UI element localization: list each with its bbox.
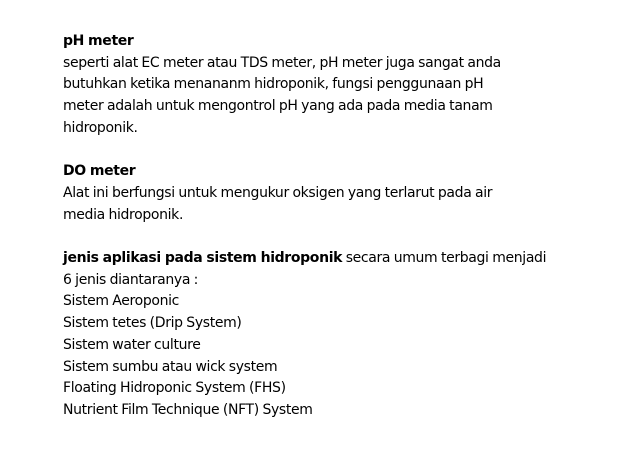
ph-meter-section [63,31,623,140]
do-meter-text-line: media hidroponik. [63,206,184,223]
slide-content [63,31,623,422]
jenis-aplikasi-intro-rest: secara umum terbagi menjadi [342,250,547,266]
list-item: Nutrient Film Technique (NFT) System [63,401,313,418]
jenis-aplikasi-section [63,248,623,422]
list-item: Sistem sumbu atau wick system [63,358,278,375]
jenis-aplikasi-intro-bold: jenis aplikasi pada sistem hidroponik [63,250,343,266]
ph-meter-heading: pH meter [63,33,134,49]
do-meter-heading: DO meter [63,163,136,180]
list-item: Sistem Aeroponic [63,293,180,310]
list-item: Sistem water culture [63,336,201,353]
ph-meter-text-line: butuhkan ketika menananm hidroponik, fungsi penggunaan pH [63,76,484,93]
list-item: Sistem tetes (Drip System) [63,315,242,332]
do-meter-text-line: Alat ini berfungsi untuk mengukur oksigen yang terlarut pada air [63,184,493,201]
do-meter-section [63,161,623,226]
section-spacer [63,140,623,162]
section-spacer [63,226,623,248]
hydroponic-systems-list [63,291,623,421]
ph-meter-text-line: seperti alat EC meter atau TDS meter, pH meter juga sangat anda [63,54,501,71]
jenis-aplikasi-intro-line2: 6 jenis diantaranya : [63,271,199,288]
ph-meter-text-line: hidroponik. [63,119,138,136]
list-item: Floating Hidroponic System (FHS) [63,380,286,397]
ph-meter-text-line: meter adalah untuk mengontrol pH yang ada pada media tanam [63,98,493,115]
jenis-aplikasi-intro [63,248,623,270]
